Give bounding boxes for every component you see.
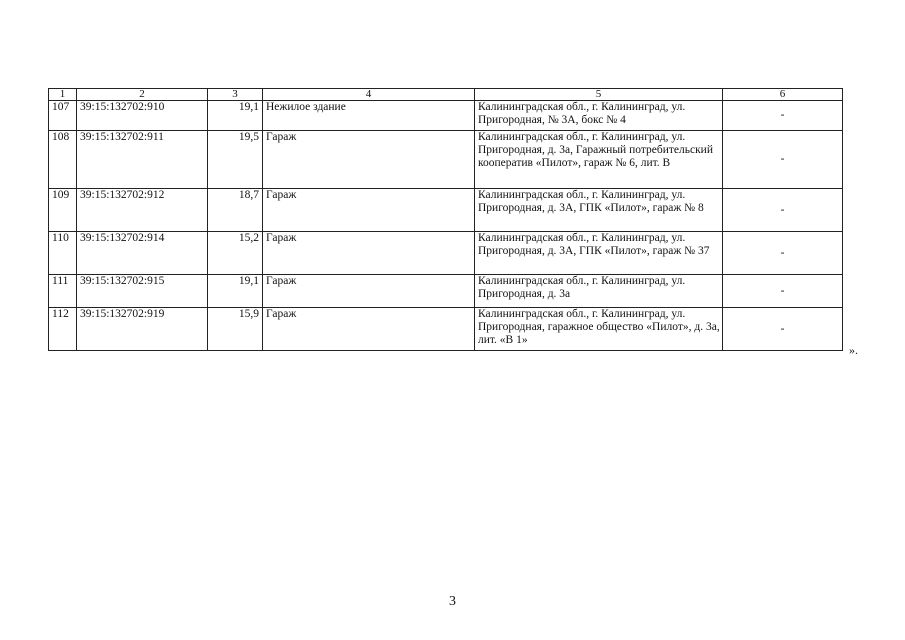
header-cell-6: 6 xyxy=(723,89,843,101)
area-value: 19,5 xyxy=(208,131,263,189)
row-number: 111 xyxy=(49,275,77,308)
address: Калининградская обл., г. Калининград, ул. Пригородная, № 3А, бокс № 4 xyxy=(475,101,723,131)
column-6-value: - xyxy=(723,131,843,189)
column-6-value: - xyxy=(723,232,843,275)
header-cell-4: 4 xyxy=(263,89,475,101)
object-type: Гараж xyxy=(263,189,475,232)
address: Калининградская обл., г. Калининград, ул. Пригородная, д. 3а, Гаражный потребительский кооператив «Пилот», гараж № 6, лит. В xyxy=(475,131,723,189)
table-row xyxy=(49,232,843,275)
column-6-value: - xyxy=(723,189,843,232)
object-type: Гараж xyxy=(263,131,475,189)
row-number: 112 xyxy=(49,308,77,351)
cadastral-number: 39:15:132702:911 xyxy=(77,131,208,189)
column-6-value: - xyxy=(723,308,843,351)
row-number: 109 xyxy=(49,189,77,232)
table-header-row xyxy=(49,89,843,101)
row-number: 110 xyxy=(49,232,77,275)
address: Калининградская обл., г. Калининград, ул. Пригородная, д. 3А, ГПК «Пилот», гараж № 8 xyxy=(475,189,723,232)
cadastral-number: 39:15:132702:912 xyxy=(77,189,208,232)
header-cell-2: 2 xyxy=(77,89,208,101)
property-table xyxy=(48,88,843,351)
area-value: 15,9 xyxy=(208,308,263,351)
object-type: Гараж xyxy=(263,308,475,351)
table-row xyxy=(49,308,843,351)
area-value: 15,2 xyxy=(208,232,263,275)
area-value: 19,1 xyxy=(208,275,263,308)
cadastral-number: 39:15:132702:910 xyxy=(77,101,208,131)
row-number: 107 xyxy=(49,101,77,131)
object-type: Гараж xyxy=(263,275,475,308)
header-cell-5: 5 xyxy=(475,89,723,101)
cadastral-number: 39:15:132702:915 xyxy=(77,275,208,308)
area-value: 18,7 xyxy=(208,189,263,232)
address: Калининградская обл., г. Калининград, ул. Пригородная, д. 3а xyxy=(475,275,723,308)
table-row xyxy=(49,189,843,232)
cadastral-number: 39:15:132702:914 xyxy=(77,232,208,275)
page-number: 3 xyxy=(449,594,456,609)
area-value: 19,1 xyxy=(208,101,263,131)
closing-quote: ». xyxy=(849,343,858,357)
table-row xyxy=(49,131,843,189)
address: Калининградская обл., г. Калининград, ул. Пригородная, гаражное общество «Пилот», д. 3а, лит. «В 1» xyxy=(475,308,723,351)
table-row xyxy=(49,275,843,308)
cadastral-number: 39:15:132702:919 xyxy=(77,308,208,351)
table-row xyxy=(49,101,843,131)
header-cell-1: 1 xyxy=(49,89,77,101)
object-type: Гараж xyxy=(263,232,475,275)
column-6-value: - xyxy=(723,101,843,131)
column-6-value: - xyxy=(723,275,843,308)
address: Калининградская обл., г. Калининград, ул. Пригородная, д. 3А, ГПК «Пилот», гараж № 37 xyxy=(475,232,723,275)
row-number: 108 xyxy=(49,131,77,189)
object-type: Нежилое здание xyxy=(263,101,475,131)
header-cell-3: 3 xyxy=(208,89,263,101)
